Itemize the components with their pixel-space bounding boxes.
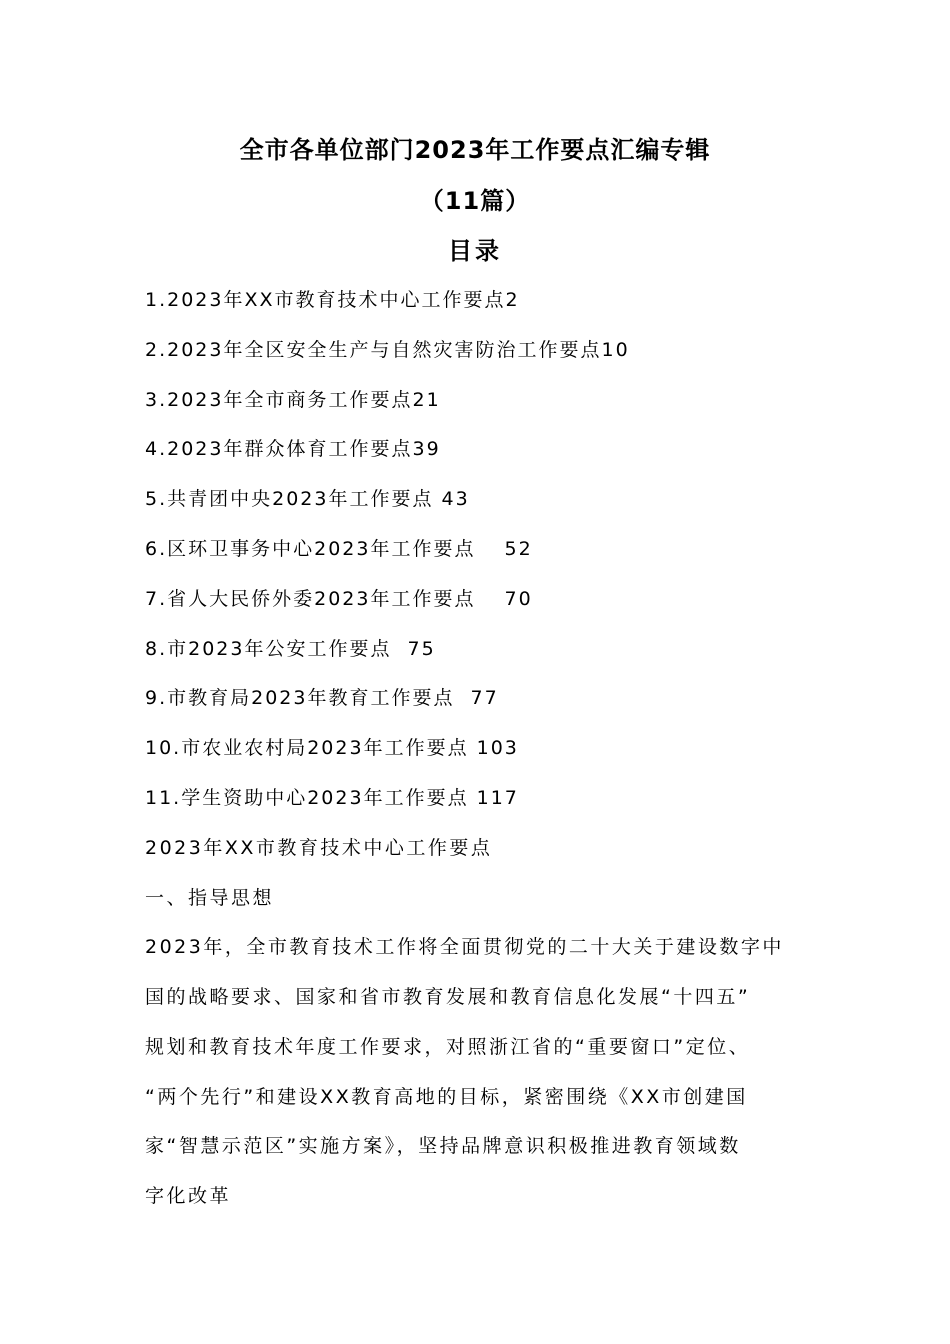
toc-item-9[interactable]: 9.市教育局2023年教育工作要点 77 [145,687,499,709]
document-subtitle: （11篇） [419,187,531,215]
toc-item-7[interactable]: 7.省人大民侨外委2023年工作要点 70 [145,588,533,610]
paragraph-line: 字化改革 [145,1185,232,1207]
toc-item-1[interactable]: 1.2023年XX市教育技术中心工作要点2 [145,289,520,311]
section-title: 2023年XX市教育技术中心工作要点 [145,837,493,859]
toc-item-2[interactable]: 2.2023年全区安全生产与自然灾害防治工作要点10 [145,339,630,361]
toc-item-11[interactable]: 11.学生资助中心2023年工作要点 117 [145,787,519,809]
paragraph-line: 2023年，全市教育技术工作将全面贯彻党的二十大关于建设数字中 [145,936,784,958]
paragraph-line: 国的战略要求、国家和省市教育发展和教育信息化发展“十四五” [145,986,751,1008]
toc-item-3[interactable]: 3.2023年全市商务工作要点21 [145,389,441,411]
toc-item-5[interactable]: 5.共青团中央2023年工作要点 43 [145,488,470,510]
paragraph-line: 家“智慧示范区”实施方案》，坚持品牌意识积极推进教育领域数 [145,1135,741,1157]
paragraph-line: “两个先行”和建设XX教育高地的目标，紧密围绕《XX市创建国 [145,1086,748,1108]
toc-item-4[interactable]: 4.2023年群众体育工作要点39 [145,438,441,460]
toc-item-6[interactable]: 6.区环卫事务中心2023年工作要点 52 [145,538,533,560]
document-title: 全市各单位部门2023年工作要点汇编专辑 [239,136,711,164]
toc-item-10[interactable]: 10.市农业农村局2023年工作要点 103 [145,737,519,759]
section-heading: 一、指导思想 [145,887,275,909]
paragraph-line: 规划和教育技术年度工作要求，对照浙江省的“重要窗口”定位、 [145,1036,751,1058]
toc-heading: 目录 [448,237,502,265]
toc-item-8[interactable]: 8.市2023年公安工作要点 75 [145,638,436,660]
